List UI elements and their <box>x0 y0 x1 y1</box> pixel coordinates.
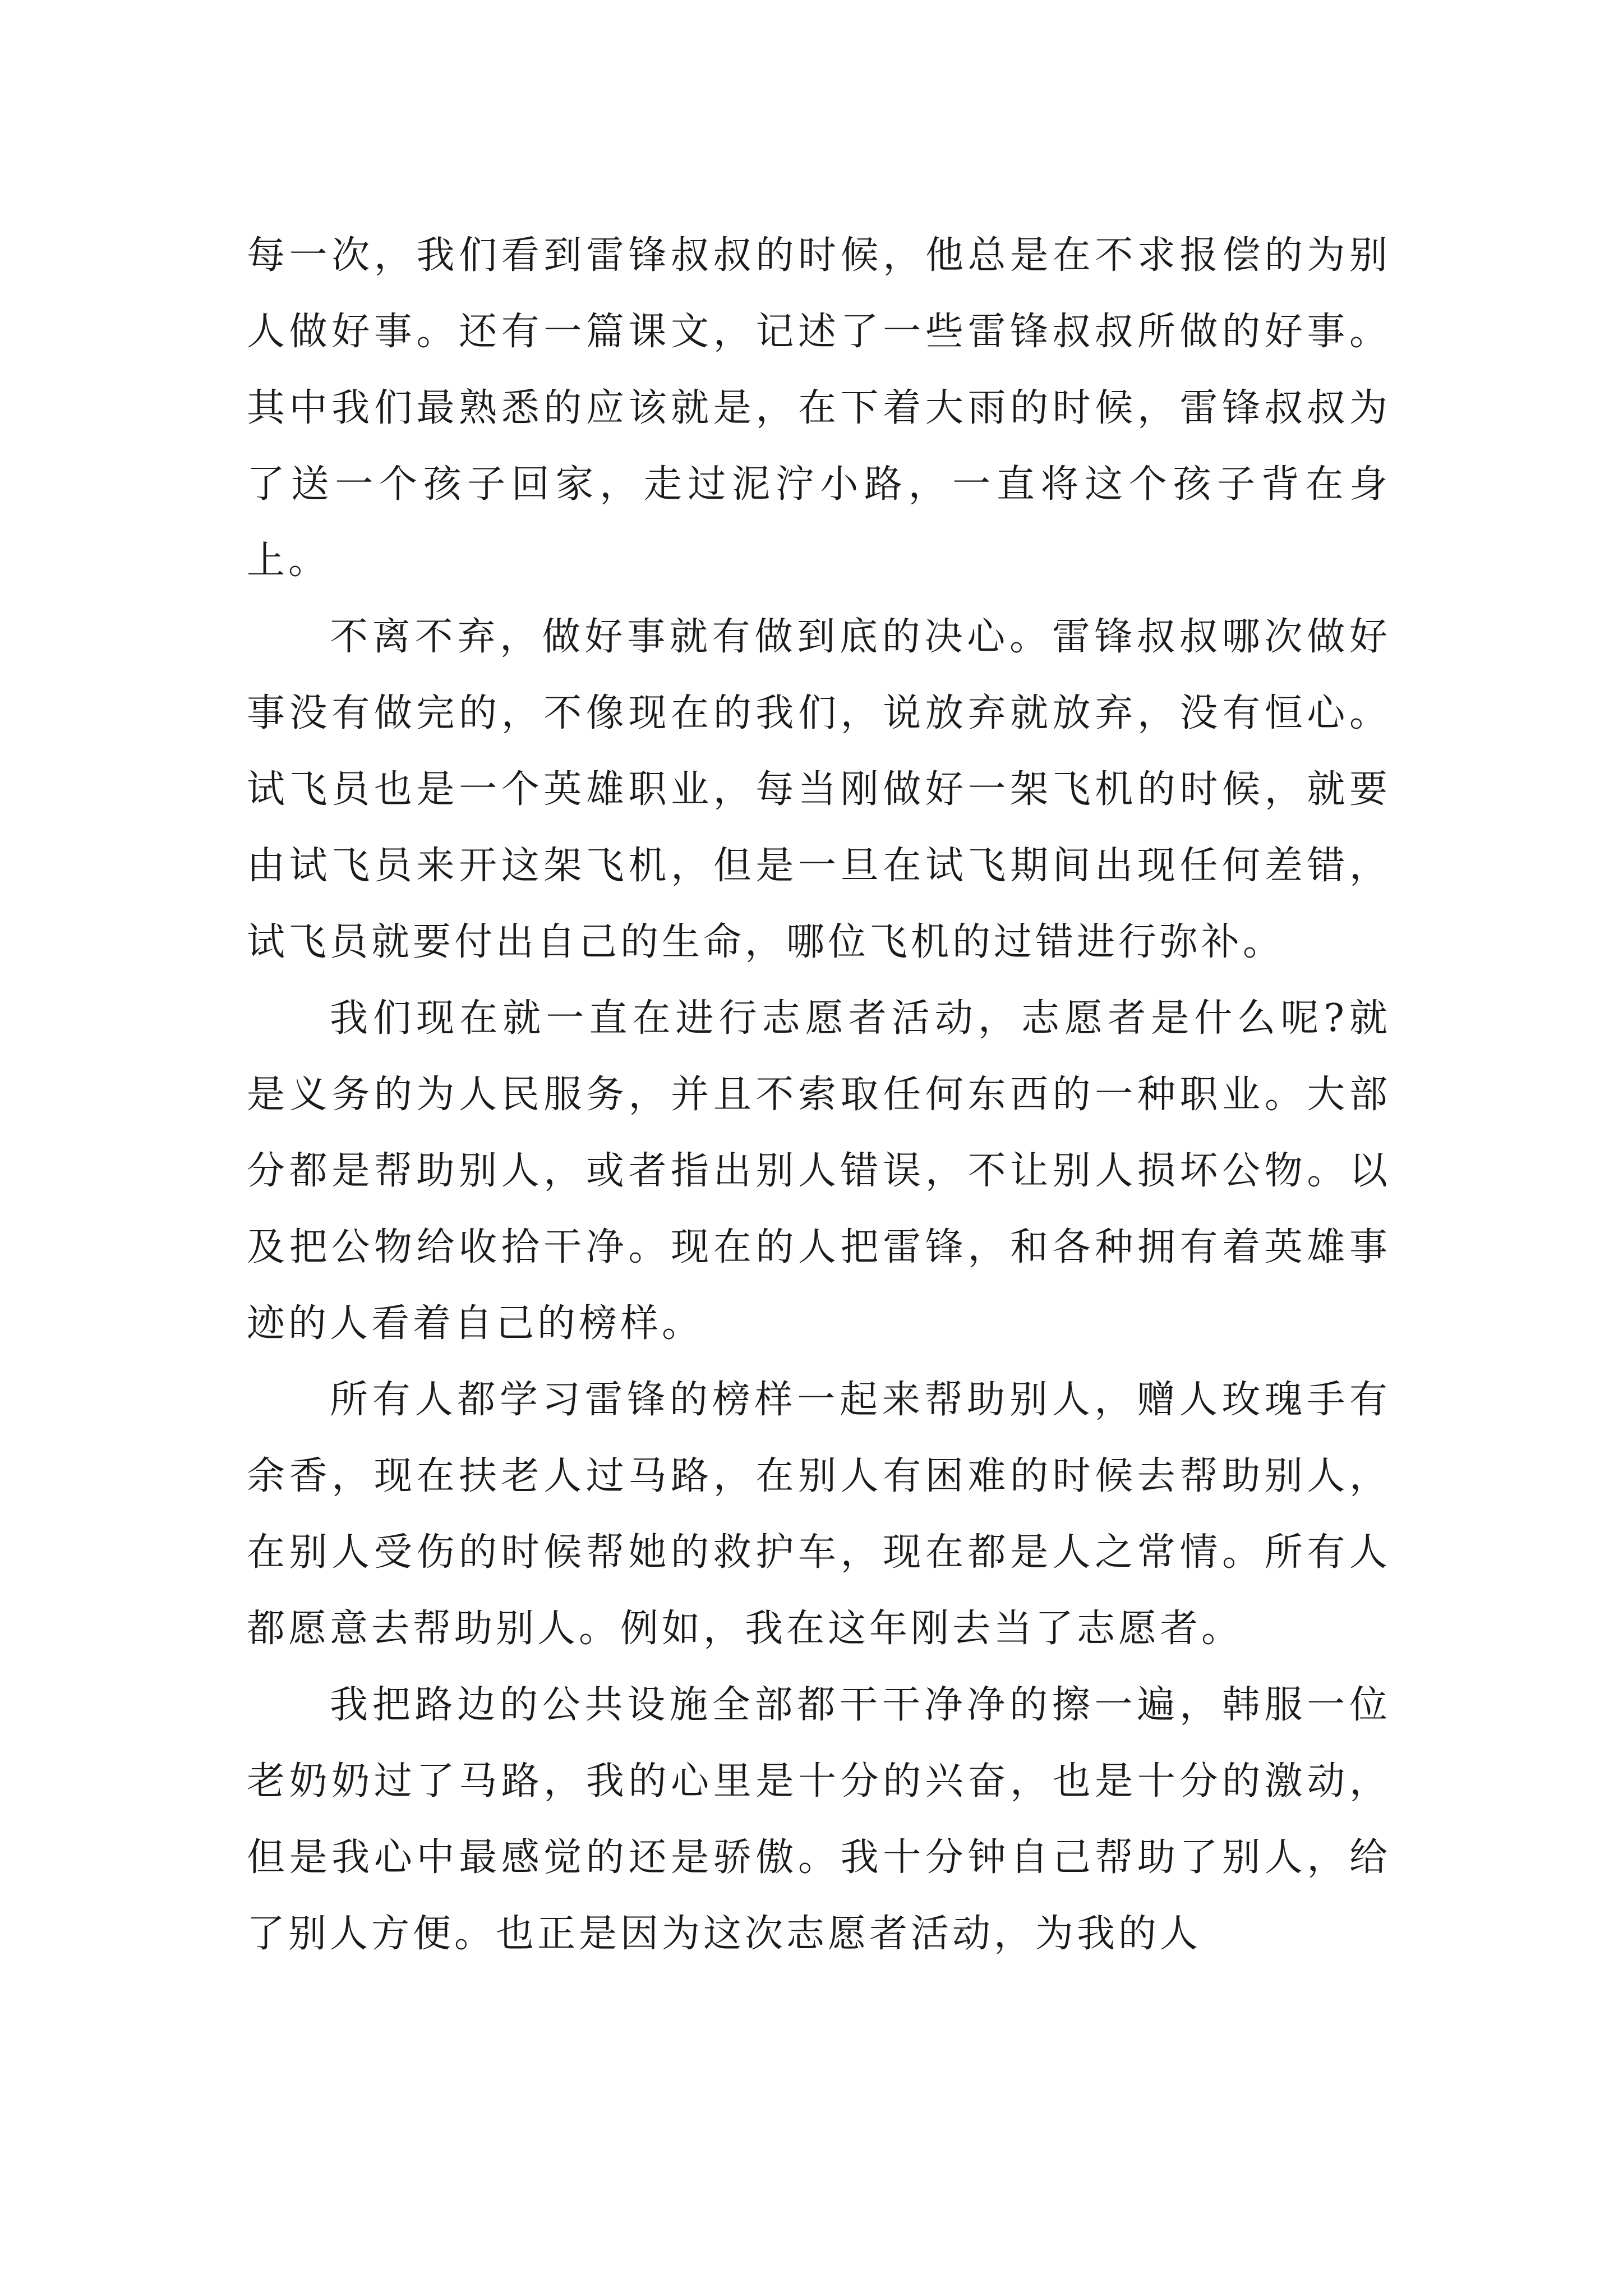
paragraph-3: 我们现在就一直在进行志愿者活动，志愿者是什么呢?就是义务的为人民服务，并且不索取任何东西的一种职业。大部分都是帮助别人，或者指出别人错误，不让别人损坏公物。以及把公物给收拾干净。现在的人把雷锋，和各种拥有着英雄事迹的人看着自己的榜样。 <box>247 996 1391 1346</box>
paragraph-4: 所有人都学习雷锋的榜样一起来帮助别人，赠人玫瑰手有余香，现在扶老人过马路，在别人有困难的时候去帮助别人，在别人受伤的时候帮她的救护车，现在都是人之常情。所有人都愿意去帮助别人。例如，我在这年刚去当了志愿者。 <box>247 1378 1391 1651</box>
paragraph-1: 每一次，我们看到雷锋叔叔的时候，他总是在不求报偿的为别人做好事。还有一篇课文，记述了一些雷锋叔叔所做的好事。其中我们最熟悉的应该就是，在下着大雨的时候，雷锋叔叔为了送一个孩子回家，走过泥泞小路，一直将这个孩子背在身上。 <box>247 233 1391 583</box>
paragraph-5: 我把路边的公共设施全部都干干净净的擦一遍，韩服一位老奶奶过了马路，我的心里是十分的兴奋，也是十分的激动，但是我心中最感觉的还是骄傲。我十分钟自己帮助了别人，给了别人方便。也正是因为这次志愿者活动，为我的人 <box>247 1683 1391 1956</box>
paragraph-2: 不离不弃，做好事就有做到底的决心。雷锋叔叔哪次做好事没有做完的，不像现在的我们，说放弃就放弃，没有恒心。试飞员也是一个英雄职业，每当刚做好一架飞机的时候，就要由试飞员来开这架飞机，但是一旦在试飞期间出现任何差错，试飞员就要付出自己的生命，哪位飞机的过错进行弥补。 <box>247 615 1391 964</box>
body-text <box>247 218 1391 1972</box>
